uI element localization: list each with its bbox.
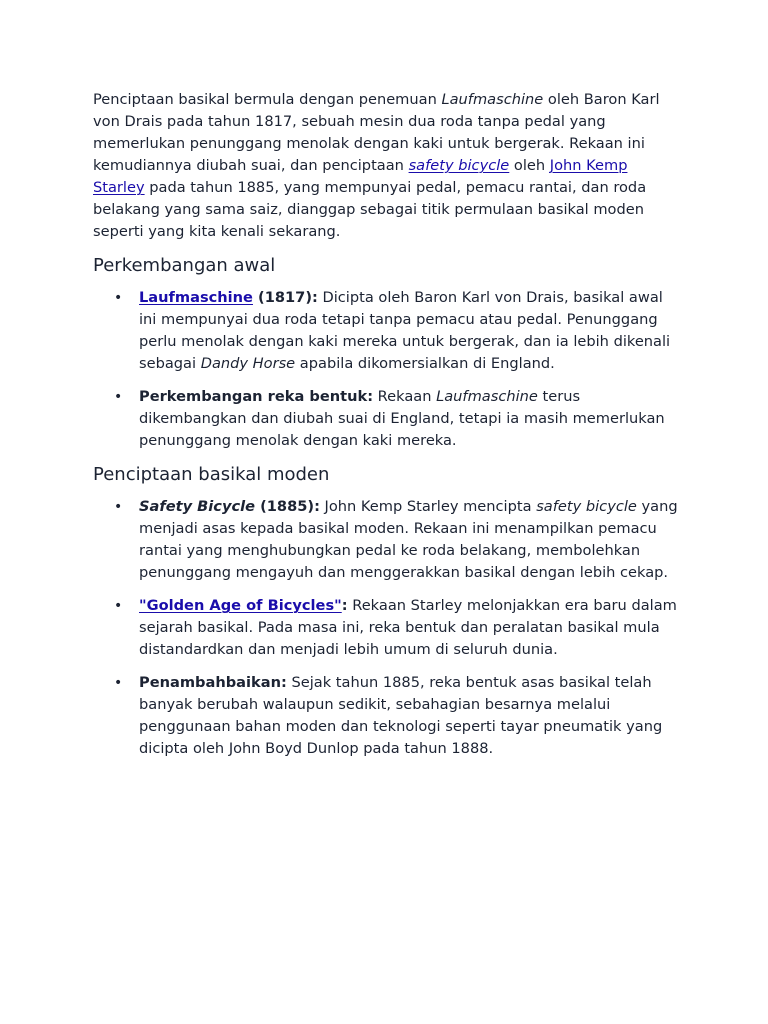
intro-text: pada tahun 1885, yang mempunyai pedal, pemacu rantai, dan roda belakang yang sama saiz, dianggap sebagai titik permulaan basikal moden seperti yang kita kenali sekarang. — [93, 179, 647, 240]
bullet-icon: • — [114, 598, 123, 614]
item-bold-label: (1817): — [252, 289, 318, 306]
item-bold-label: Perkembangan reka bentuk: — [139, 388, 374, 405]
intro-text: oleh Baron Karl von Drais pada tahun 1817, sebuah mesin dua roda tanpa pedal yang memerlukan penunggang menolak dengan kaki untuk bergerak. Rekaan ini kemudiannya diubah suai, dan penciptaan — [93, 91, 660, 174]
intro-laufmaschine-italic: Laufmaschine — [441, 91, 544, 108]
list-item — [93, 386, 683, 452]
safety-bicycle-link[interactable]: safety bicycle — [408, 157, 510, 174]
item-bold-label: : — [341, 597, 348, 614]
item-italic: Dandy Horse — [200, 355, 296, 372]
section-heading-perkembangan-awal: Perkembangan awal — [93, 255, 276, 276]
item-text: apabila dikomersialkan di England. — [295, 355, 555, 372]
item-italic: safety bicycle — [536, 498, 637, 515]
intro-text: oleh — [509, 157, 550, 174]
list-item — [93, 595, 683, 661]
john-kemp-starley-link[interactable]: John Kemp Starley — [93, 157, 628, 196]
list-item — [93, 672, 683, 760]
item-text: John Kemp Starley mencipta — [319, 498, 537, 515]
item-bold-label: Safety Bicycle (1885): — [139, 498, 320, 515]
item-text: Sejak tahun 1885, reka bentuk asas basikal telah banyak berubah walaupun sedikit, sebahagian besarnya melalui penggunaan bahan moden dan teknologi seperti tayar pneumatik yang dicipta oleh John Boyd Dunlop pada tahun 1888. — [139, 674, 663, 757]
golden-age-of-bicycles-link[interactable]: "Golden Age of Bicycles" — [139, 597, 342, 614]
laufmaschine-link[interactable]: Laufmaschine — [139, 289, 253, 306]
item-text: Dicipta oleh Baron Karl von Drais, basikal awal ini mempunyai dua roda tetapi tanpa pemacu atau pedal. Penunggang perlu menolak dengan kaki mereka untuk bergerak, dan ia lebih dikenali sebagai — [139, 289, 671, 372]
section-heading-penciptaan-basikal-moden: Penciptaan basikal moden — [93, 464, 330, 485]
list-item — [93, 496, 683, 584]
bullet-icon: • — [114, 675, 123, 691]
document-page — [93, 89, 683, 771]
list-penciptaan-basikal-moden — [93, 496, 683, 760]
list-perkembangan-awal — [93, 287, 683, 452]
bullet-icon: • — [114, 389, 123, 405]
bullet-icon: • — [114, 290, 123, 306]
intro-text: Penciptaan basikal bermula dengan penemuan — [93, 91, 442, 108]
item-text: Rekaan — [373, 388, 437, 405]
item-italic: Laufmaschine — [436, 388, 538, 405]
item-text: Rekaan Starley melonjakkan era baru dalam sejarah basikal. Pada masa ini, reka bentuk dan peralatan basikal mula distandardkan dan menjadi lebih umum di seluruh dunia. — [139, 597, 677, 658]
intro-paragraph — [93, 89, 683, 243]
bullet-icon: • — [114, 499, 123, 515]
item-text: terus dikembangkan dan diubah suai di England, tetapi ia masih memerlukan penunggang menolak dengan kaki mereka. — [139, 388, 665, 449]
item-text: yang menjadi asas kepada basikal moden. Rekaan ini menampilkan pemacu rantai yang menghubungkan pedal ke roda belakang, membolehkan penunggang mengayuh dan menggerakkan basikal dengan lebih cekap. — [139, 498, 678, 581]
list-item — [93, 287, 683, 375]
item-bold-label: Penambahbaikan: — [139, 674, 287, 691]
